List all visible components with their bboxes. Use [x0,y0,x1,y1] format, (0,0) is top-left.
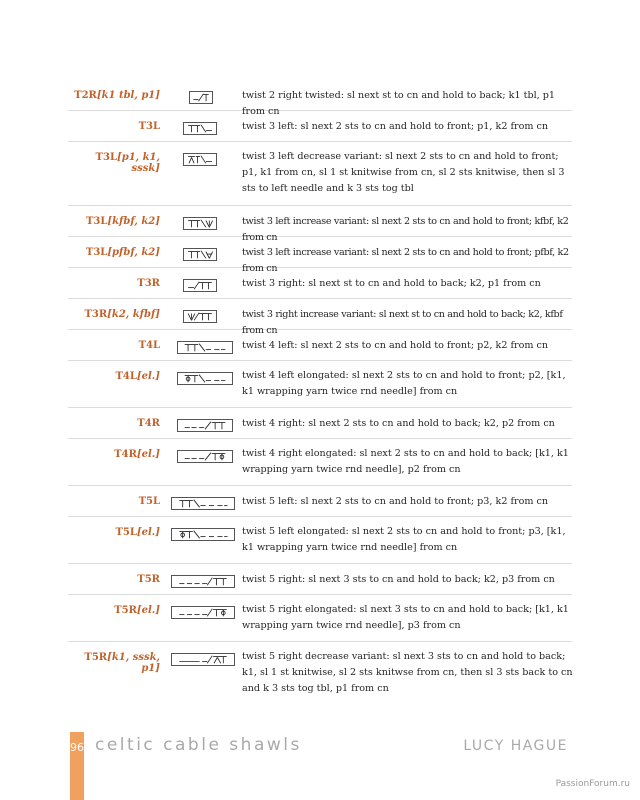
cable-t5r-icon [171,575,235,588]
table-row [68,206,572,243]
cable-t3l-increase-icon [183,217,217,230]
cable-t2r-tbl-icon [189,91,213,104]
table-row [68,268,572,299]
description: twist 3 right increase variant: sl next st to cn and hold to back; k2, kfbf from cn [242,309,563,336]
table-row [68,361,572,408]
abbreviation: T4L[el.] [115,371,160,382]
cable-t4l-elongated-icon [177,372,233,385]
table-row [68,486,572,517]
description: twist 5 right decrease variant: sl next 3 sts to cn and hold to back; k1, sl 1 st knitwise, sl 2 sts knitwse from cn, then sl 3 sts back to cn and k 3 sts tog tbl, p1 from cn [242,651,573,694]
cable-t3l-decrease-icon [183,153,217,166]
cable-t5r-decrease-icon [171,653,235,666]
abbreviation: T3L[kfbf, k2] [85,216,160,227]
table-row [68,439,572,486]
cable-t3r-icon [183,279,217,292]
table-row [68,80,572,117]
table-row [68,142,572,206]
cable-t4l-icon [177,341,233,354]
cable-t4r-icon [177,419,233,432]
cable-t3l-icon [183,122,217,135]
table-row [68,642,572,706]
page-number: 96 [70,741,84,754]
table-row [68,299,572,336]
description: twist 4 right: sl next 2 sts to cn and hold to back; k2, p2 from cn [242,418,555,429]
table-row [68,237,572,274]
table-row [68,517,572,564]
table-row [68,330,572,361]
cable-t5r-elongated-icon [171,606,235,619]
description: twist 4 left elongated: sl next 2 sts to cn and hold to front; p2, [k1, k1 wrapping yarn twice rnd needle] from cn [242,370,566,397]
abbreviation: T5R[k1, sssk, p1] [84,652,160,674]
description: twist 5 right elongated: sl next 3 sts to cn and hold to back; [k1, k1 wrapping yarn twice rnd needle], p3 from cn [242,604,569,631]
cable-t5l-elongated-icon [171,528,235,541]
abbreviation: T3R [137,278,160,289]
description: twist 5 right: sl next 3 sts to cn and hold to back; k2, p3 from cn [242,574,555,585]
abbreviation: T3L[p1, k1, sssk] [95,152,160,174]
table-row [68,408,572,439]
description: twist 3 left increase variant: sl next 2 sts to cn and hold to front; pfbf, k2 from cn [242,247,569,274]
abbreviation: T5L[el.] [115,527,160,538]
abbreviation: T5L [138,496,160,507]
abbreviation: T4R[el.] [114,449,160,460]
abbreviation: T4R [137,418,160,429]
book-title: celtic cable shawls [95,735,302,755]
cable-t5l-icon [171,497,235,510]
watermark: PassionForum.ru [555,779,630,789]
table-row [68,111,572,142]
abbreviation: T3L[pfbf, k2] [85,247,160,258]
description: twist 4 left: sl next 2 sts to cn and hold to front; p2, k2 from cn [242,340,549,351]
cable-t3l-increase-purl-icon [183,248,217,261]
abbreviation: T2R[k1 tbl, p1] [74,90,160,101]
description: twist 5 left elongated: sl next 2 sts to cn and hold to front; p3, [k1, k1 wrapping yarn twice rnd needle] from cn [242,526,566,553]
table-row [68,564,572,595]
description: twist 3 left increase variant: sl next 2 sts to cn and hold to front; kfbf, k2 from cn [242,216,569,243]
abbreviations-table [68,80,572,706]
description: twist 5 left: sl next 2 sts to cn and hold to front; p3, k2 from cn [242,496,549,507]
abbreviation: T4L [138,340,160,351]
description: twist 3 left: sl next 2 sts to cn and hold to front; p1, k2 from cn [242,121,549,132]
table-row [68,595,572,642]
author-name: LUCY HAGUE [463,738,568,754]
abbreviation: T3L [138,121,160,132]
cable-t4r-elongated-icon [177,450,233,463]
abbreviation: T5R[el.] [114,605,160,616]
description: twist 3 left decrease variant: sl next 2 sts to cn and hold to front; p1, k1 from cn, sl 1 st knitwise from cn, sl 2 sts knitwise, then sl 3 sts to left needle and k 3 sts tog tbl [242,151,565,194]
abbreviation: T3R[k2, kfbf] [84,309,160,320]
description: twist 2 right twisted: sl next st to cn and hold to back; k1 tbl, p1 from cn [242,90,556,117]
description: twist 3 right: sl next st to cn and hold to back; k2, p1 from cn [242,278,541,289]
description: twist 4 right elongated: sl next 2 sts to cn and hold to back; [k1, k1 wrapping yarn twice rnd needle], p2 from cn [242,448,569,475]
cable-t3r-increase-icon [183,310,217,323]
abbreviation: T5R [137,574,160,585]
